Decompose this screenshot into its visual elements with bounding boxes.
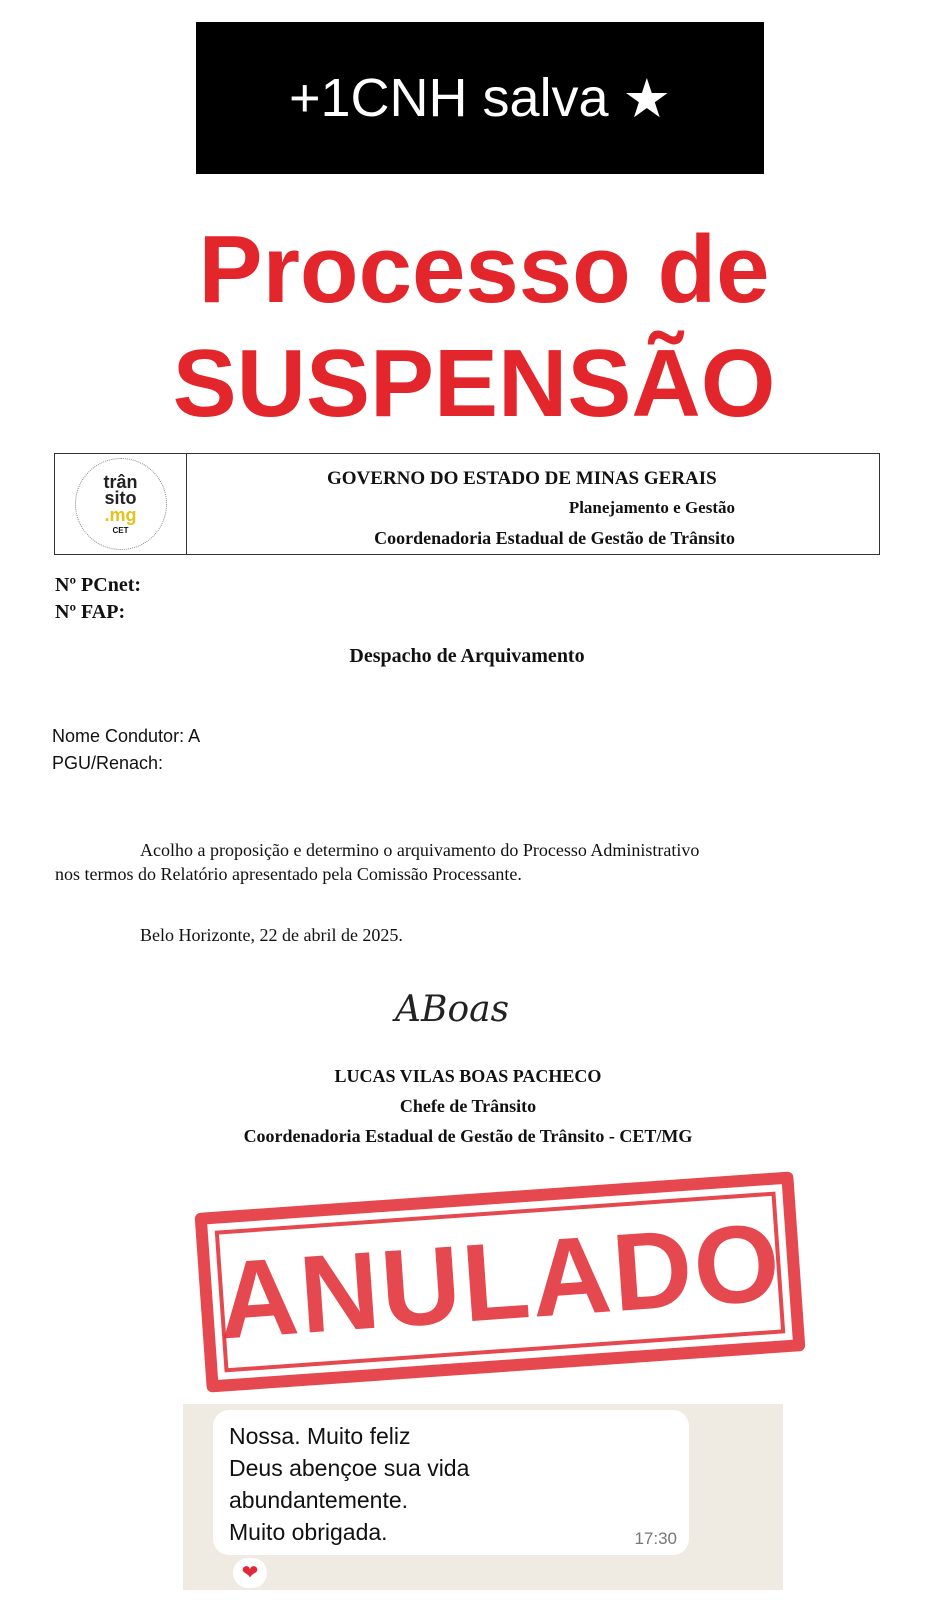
header-text bbox=[187, 454, 879, 554]
pcnet-label: Nº PCnet: bbox=[55, 574, 142, 596]
chat-screenshot bbox=[183, 1404, 783, 1590]
body-line2: nos termos do Relatório apresentado pela Comissão Processante. bbox=[55, 864, 522, 884]
dept-title: Planejamento e Gestão bbox=[568, 498, 735, 517]
heart-reaction-icon: ❤ bbox=[233, 1558, 267, 1588]
logo-text: CET bbox=[112, 525, 129, 535]
body-line1: Acolho a proposição e determino o arquivamento do Processo Administrativo bbox=[140, 840, 700, 860]
logo-cell bbox=[55, 454, 187, 554]
document-header bbox=[54, 453, 880, 555]
logo-text: trân bbox=[103, 472, 138, 493]
chat-time: 17:30 bbox=[634, 1529, 677, 1548]
signer-name: LUCAS VILAS BOAS PACHECO bbox=[334, 1066, 602, 1086]
document-title: Despacho de Arquivamento bbox=[349, 645, 585, 667]
signature: ABoas bbox=[395, 989, 510, 1030]
headline-line1: Processo de bbox=[198, 216, 770, 323]
document-date: Belo Horizonte, 22 de abril de 2025. bbox=[140, 925, 403, 945]
coord-title: Coordenadoria Estadual de Gestão de Trânsito bbox=[374, 528, 735, 548]
anulado-stamp bbox=[194, 1171, 805, 1392]
renach-label: PGU/Renach: bbox=[52, 753, 164, 773]
chat-line: Muito obrigada. bbox=[229, 1519, 388, 1545]
chat-line: Nossa. Muito feliz bbox=[229, 1423, 411, 1449]
chat-bubble bbox=[213, 1410, 689, 1555]
banner bbox=[196, 22, 764, 174]
fap-label: Nº FAP: bbox=[55, 601, 126, 623]
sparkle-star-icon: ★ bbox=[622, 68, 672, 129]
signer-org: Coordenadoria Estadual de Gestão de Trânsito - CET/MG bbox=[243, 1126, 693, 1146]
logo-text: .mg bbox=[104, 504, 137, 525]
stamp-text: ANULADO bbox=[214, 1200, 786, 1363]
chat-line: Deus abençoe sua vida bbox=[229, 1455, 470, 1481]
transito-mg-logo bbox=[75, 458, 167, 550]
logo-text: sito bbox=[104, 488, 137, 509]
banner-text: +1CNH salva bbox=[288, 68, 609, 128]
signer-role: Chefe de Trânsito bbox=[399, 1096, 537, 1116]
chat-line: abundantemente. bbox=[229, 1487, 409, 1513]
headline-line2: SUSPENSÃO bbox=[172, 330, 776, 437]
gov-title: GOVERNO DO ESTADO DE MINAS GERAIS bbox=[327, 468, 717, 489]
condutor-label: Nome Condutor: A bbox=[52, 726, 201, 746]
